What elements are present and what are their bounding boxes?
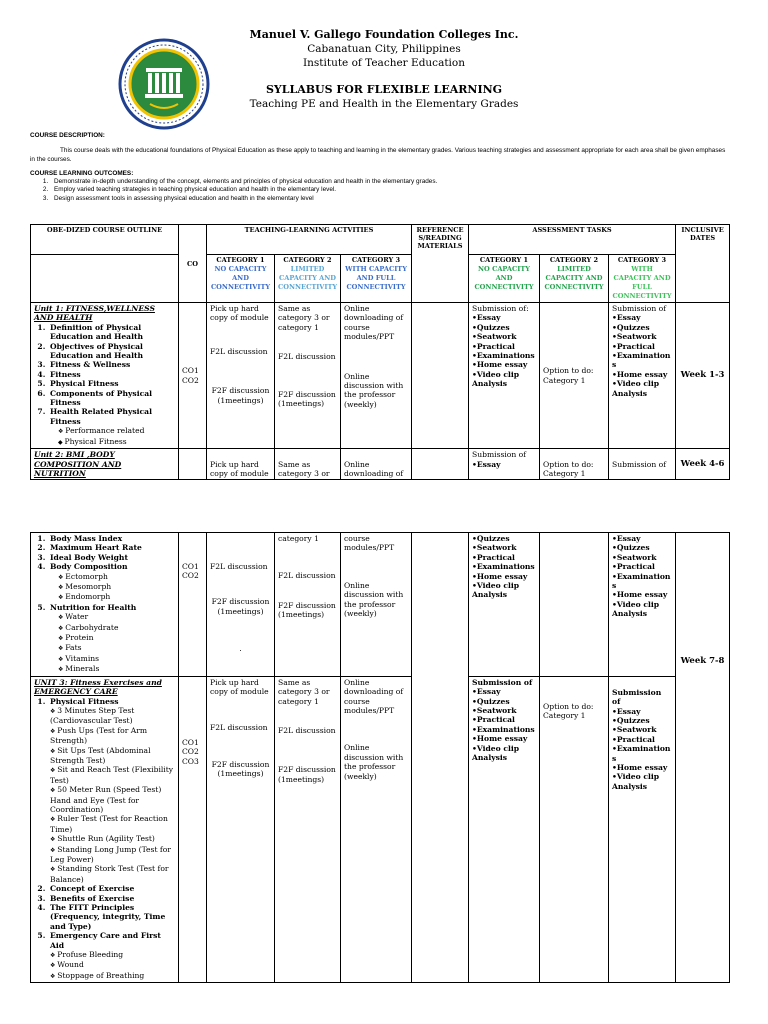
tla-text: F2F discussion (1meetings) [278,389,336,409]
institution-location: Cabanatuan City, Philippines [307,43,461,55]
assess-item: • Essay [612,534,672,543]
topic-item: 1. Physical Fitness [48,697,175,706]
topic-item: 4. The FITT Principles (Frequency, integrity, Time and Type) [48,903,175,931]
subtopic-item: ❖ Standing Long Jump (Test for Leg Power) [50,845,175,865]
unit1-title: Unit 1: FITNESS,WELLNESS AND HEALTH [34,304,155,323]
assess-item: • Home essay [472,734,536,743]
unit2-assess-1-cont [469,533,540,677]
unit3-week: Week 7-8 [676,533,730,983]
assess-item: • Examinations [472,562,536,571]
description-text: This course deals with the educational foundations of Physical Education as these apply to teaching and learning in the elementary grades. Various teaching strategies and assessment appropriate for each area shall be given emphases in the courses. [30,147,726,163]
tla-text: F2F discussion (1meetings) [278,765,336,784]
assess-head: Submission of: [472,304,529,313]
unit3-assess-2 [540,676,609,983]
subtopic-item: ❖ 3 Minutes Step Test (Cardiovascular Test) [50,706,175,726]
subtopic-item: ❖ Profuse Bleeding [50,950,175,960]
header-assess: ASSESSMENT TASKS [469,225,676,255]
course-description [30,132,730,203]
assess-category-3 [609,255,676,303]
cat-sub: FULL [632,283,652,291]
tla-text: F2L discussion [278,352,336,362]
subtopic-item: ❖ Stoppage of Breathing [50,971,175,981]
topic-item: 2. Concept of Exercise [48,884,175,893]
assess-item: • Seatwork [472,706,536,715]
unit1-assess-3 [609,303,676,449]
tla-text: F2F discussion (1meetings) [211,386,270,405]
tla-text: Online downloading of course modules/PPT [344,304,404,342]
subtopic-item: ◆ Physical Fitness [58,437,175,447]
assess-item: • Practical [472,553,536,562]
unit2-tla-3-cont [341,533,412,677]
unit2-assess-3: Submission of [609,449,676,480]
assess-item: • Video clip [612,600,672,609]
unit2-tla-2: Same as category 3 or [275,449,341,480]
header-outline: OBE-DIZED COURSE OUTLINE [31,225,179,255]
outcomes-heading: COURSE LEARNING OUTCOMES: [30,169,134,177]
assess-head: Submission of [612,687,662,707]
subtopic-item: ❖ Ruler Test (Test for Reaction Time) [50,814,175,834]
topic-item: 5. Physical Fitness [48,379,175,388]
co-code: CO3 [182,756,199,766]
assess-item: • Video clip [472,581,536,590]
tla-category-1 [207,255,275,303]
subtopic-item: ❖ Endomorph [58,592,175,602]
unit1-week: Week 1-3 [676,303,730,449]
tla-text: Pick up hard copy of module [210,304,269,323]
assess-item: • Examination s [612,572,672,591]
unit2-reference [412,449,469,480]
subtopic-item: ❖ Ectomorph [58,572,175,582]
assess-item: • Video clip Analysis [612,379,672,398]
unit2-tla-2-cont [275,533,341,677]
assess-item: • Quizzes [612,716,672,725]
assess-item: Analysis [612,609,648,619]
unit2-tla-1-cont [207,533,275,677]
unit1-assess-1 [469,303,540,449]
assess-option: Option to do: Category 1 [543,701,594,721]
subtopic-item: ❖ Push Ups (Test for Arm Strength) [50,726,175,746]
assess-option: Option to do: Category 1 [543,366,594,385]
tla-text: F2F discussion (1meetings) [211,597,270,616]
assess-item: • Practical [612,562,672,571]
assess-item: • Seatwork [612,725,672,734]
assess-item: • Quizzes [472,534,536,543]
cat-sub: LIMITED CAPACITY AND CONNECTIVITY [278,265,338,291]
topic-item: 5. Emergency Care and First Aid [48,931,175,950]
cat-title: CATEGORY 2 [283,256,332,264]
assess-item: • Examinations [472,725,536,734]
unit2-assess-3-cont [609,533,676,677]
assess-head: Submission of [472,677,533,687]
assess-item: • Home essay [612,763,672,772]
assess-item: • Video clip [612,772,672,781]
subtopic-item: ❖ Minerals [58,664,175,674]
topic-item: 5. Nutrition for Health [48,603,175,612]
tla-text: Online discussion with the professor (weekly) [344,371,404,409]
assess-item: • Examination s [612,744,672,763]
co-code: CO1 [182,737,199,747]
outcome-item: 1. Demonstrate in-depth understanding of the concept, elements and principles of physical education and health in the elementary grades. [50,178,730,186]
assess-item: • Seatwork [612,332,672,341]
unit3-assess-3 [609,676,676,983]
cat-sub: LIMITED CAPACITY AND CONNECTIVITY [544,265,604,291]
tla-text: Same as category 3 or category 1 [278,304,330,332]
assess-item: • Essay [612,707,672,716]
reference-cell [412,533,469,983]
subtopic-item: ❖ Performance related [58,426,175,436]
assess-item: • Practical [612,735,672,744]
subtopic-item: ❖ Fats [58,643,175,653]
topic-item: 3. Ideal Body Weight [48,553,175,562]
assess-item: • Home essay [472,572,536,581]
assess-item: • Seatwork [472,543,536,552]
header-co: CO [179,225,207,303]
tla-text: F2L discussion [278,571,336,581]
assess-item: • Essay [612,313,672,322]
assess-item: Analysis [472,752,508,762]
tla-text: F2L discussion [210,722,268,732]
unit3-co [179,676,207,983]
topic-item: 4. Body Composition [48,562,175,571]
subtopic-item: ❖ Mesomorph [58,582,175,592]
cat-sub: NO CAPACITY AND CONNECTIVITY [210,265,271,291]
co-code: CO1 [182,562,199,571]
tla-text: Pick up hard copy of module [210,677,269,697]
tla-category-3 [341,255,412,303]
outcome-item: 2. Employ varied teaching strategies in teaching physical education and health in the elementary level. [50,186,730,194]
assess-item: • Home essay [612,590,672,599]
unit1-reference [412,303,469,449]
cat-sub: CAPACITY AND [613,274,671,282]
cat-title: CATEGORY 2 [549,256,599,264]
assess-category-2 [540,255,609,303]
syllabus-table-page2 [30,532,730,983]
unit2-outline-cont [31,533,179,677]
tla-category-2 [275,255,341,303]
tla-text: F2F discussion (1meetings) [211,759,270,779]
topic-item: 2. Objectives of Physical Education and Health [48,342,175,361]
unit1-assess-2 [540,303,609,449]
tla-text: Same as category 3 or category 1 [278,677,330,706]
topic-item: 1. Definition of Physical Education and Health [48,323,175,342]
unit2-week: Week 4-6 [676,449,730,480]
unit2-assess-2: Option to do: Category 1 [540,449,609,480]
outcome-item: 3. Design assessment tools in assessing physical education and health in the elementary level [50,195,730,203]
subtopic-item: ❖ Sit Ups Test (Abdominal Strength Test) [50,746,175,766]
cat-sub: CONNECTIVITY [612,292,672,300]
unit1-tla-3 [341,303,412,449]
assess-category-1 [469,255,540,303]
subtopic-item: ❖ Protein [58,633,175,643]
topic-item: 7. Health Related Physical Fitness [48,407,175,426]
unit3-assess-1 [469,676,540,983]
unit2-outline [31,449,179,480]
assess-item: • Examination s [612,351,672,370]
assess-item: • Home essay [612,370,672,379]
unit2-assess-2-cont [540,533,609,677]
assess-item: • Quizzes [612,323,672,332]
unit2-tla-3: Online downloading of [341,449,412,480]
unit1-tla-1 [207,303,275,449]
subtopic-item: ❖ Sit and Reach Test (Flexibility Test) [50,765,175,785]
assess-item: • Video clip Analysis [472,370,536,389]
subtopic-item: ❖ Carbohydrate [58,623,175,633]
assess-item: • Quizzes [612,543,672,552]
assess-item: • Practical [472,342,536,351]
subtopic-item: ❖ Wound [50,960,175,970]
tla-text: category 1 [278,534,319,543]
document-header [200,28,568,111]
department-name: Institute of Teacher Education [302,57,465,69]
assess-item: • Seatwork [612,553,672,562]
tla-text: F2F discussion (1meetings) [278,600,336,620]
assess-item: • Video clip [472,744,536,753]
unit3-title: UNIT 3: Fitness Exercises and EMERGENCY CARE [34,677,162,697]
unit3-tla-2 [275,676,341,983]
subtopic-item: ❖ Shuttle Run (Agility Test) [50,834,175,844]
syllabus-table-page1 [30,224,730,480]
co-code: CO2 [182,747,199,757]
cat-sub: NO CAPACITY AND CONNECTIVITY [474,265,534,291]
assess-item: • Essay [472,687,536,696]
unit3-tla-3 [341,676,412,983]
tla-text: course modules/PPT [344,534,395,553]
unit1-tla-2 [275,303,341,449]
co-code: CO2 [182,375,199,385]
assess-item: Analysis [472,590,508,600]
assess-item: • Home essay [472,360,536,369]
assess-item: • Practical [612,342,672,351]
unit3-tla-1 [207,676,275,983]
assess-item: • Essay [472,313,536,322]
cat-sub: WITH [631,265,653,273]
assess-item: • Examinations [472,351,536,360]
assess-item: • Quizzes [472,323,536,332]
topic-item: 1. Body Mass Index [48,534,175,543]
document-title: SYLLABUS FOR FLEXIBLE LEARNING [265,83,503,96]
tla-text: Online discussion with the professor (weekly) [344,743,404,781]
tla-text: F2L discussion [210,346,268,356]
dot-mark: . [239,644,242,654]
unit2-co [179,449,207,480]
header-ref: REFERENCE S/READING MATERIALS [412,225,469,303]
cat-sub: WITH CAPACITY AND FULL CONNECTIVITY [345,265,407,291]
course-title: Teaching PE and Health in the Elementary Grades [249,98,519,110]
assess-head: Submission of [612,304,667,313]
unit1-outline [31,303,179,449]
topic-item: 3. Benefits of Exercise [48,894,175,903]
header-tla: TEACHING-LEARNING ACTVITIES [207,225,412,255]
college-seal-icon [118,38,210,130]
unit2-assess-1 [469,449,540,480]
cat-title: CATEGORY 3 [351,256,401,264]
topic-item: 6. Components of Physical Fitness [48,389,175,408]
tla-text: Online downloading of course modules/PPT [344,677,404,715]
assess-item: • Practical [472,715,536,724]
unit2-tla-1: Pick up hard copy of module [207,449,275,480]
cat-title: CATEGORY 3 [617,256,667,264]
unit2-title: Unit 2: BMI ,BODY COMPOSITION AND NUTRITION [34,450,122,478]
tla-text: F2L discussion [210,562,268,571]
topic-item: 3. Fitness & Wellness [48,360,175,369]
tla-text: Online discussion with the professor (weekly) [344,580,404,619]
description-heading: COURSE DESCRIPTION: [30,132,105,139]
empty-cell [31,255,179,303]
subtopic-item: ❖ Water [58,612,175,622]
unit1-co [179,303,207,449]
subtopic-item: ❖ 50 Meter Run (Speed Test) Hand and Eye (Test for Coordination) [50,785,175,814]
assess-item: • Essay [472,460,536,469]
unit3-outline [31,676,179,983]
assess-item: Analysis [612,781,648,791]
cat-title: CATEGORY 1 [479,256,529,264]
co-code: CO2 [182,571,199,581]
unit2-co-cont [179,533,207,677]
subtopic-item: ❖ Standing Stork Test (Test for Balance) [50,864,175,884]
topic-item: 4. Fitness [48,370,175,379]
institution-name: Manuel V. Gallego Foundation Colleges Inc. [249,28,519,41]
topic-item: 2. Maximum Heart Rate [48,543,175,552]
assess-item: • Quizzes [472,697,536,706]
subtopic-item: ❖ Vitamins [58,654,175,664]
assess-item: • Seatwork [472,332,536,341]
co-code: CO1 [182,366,199,376]
header-dates: INCLUSIVE DATES [676,225,730,303]
assess-head: Submission of [472,450,527,460]
tla-text: F2L discussion [278,725,336,735]
cat-title: CATEGORY 1 [216,256,265,264]
